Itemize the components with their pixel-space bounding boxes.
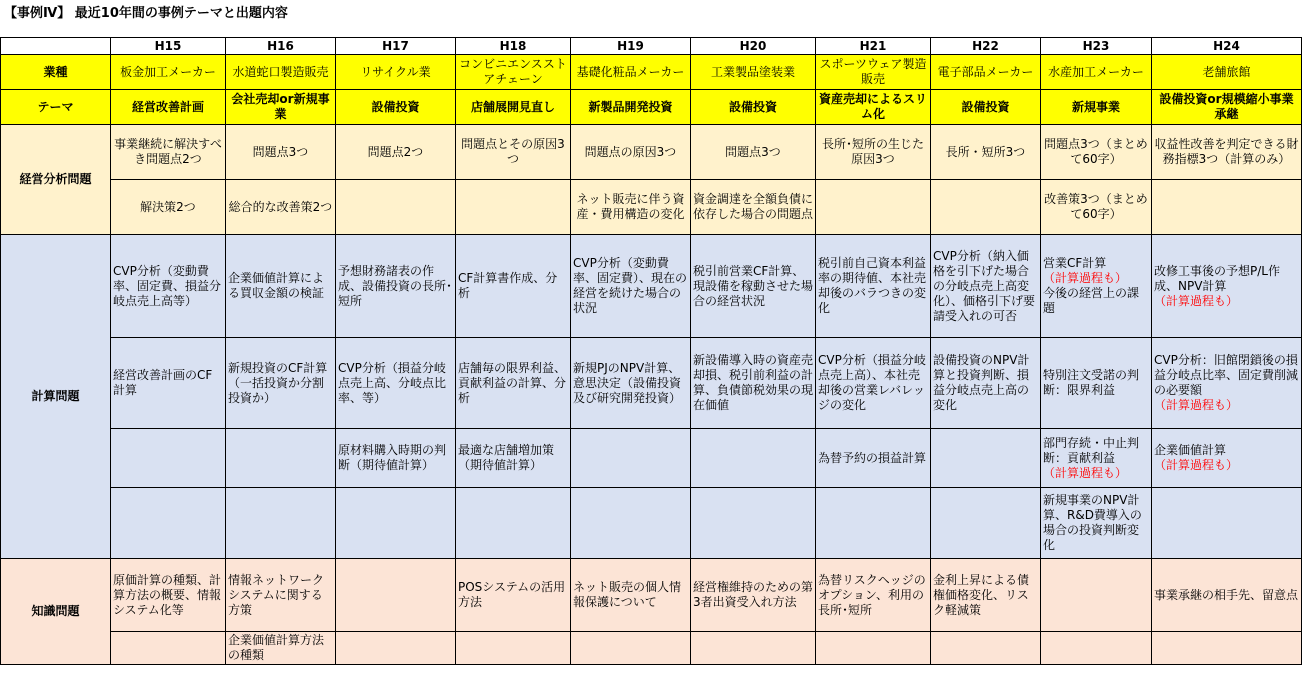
industry-cell: 電子部品メーカー xyxy=(931,55,1041,90)
table-body xyxy=(1,38,1302,665)
calc-cell xyxy=(1041,429,1152,488)
knowledge-cell: 為替リスクヘッジのオプション、利用の長所･短所 xyxy=(816,559,931,632)
calc-cell xyxy=(691,488,816,559)
calc-cell xyxy=(111,429,226,488)
calc-cell xyxy=(1152,488,1302,559)
analysis-cell: 長所･短所の生じた原因3つ xyxy=(816,125,931,180)
year-header: H16 xyxy=(226,38,336,55)
calc-text: CVP分析（損益分岐点売上高）、本社売却後の営業レバレッジの変化 xyxy=(818,353,926,412)
calc-cell xyxy=(931,235,1041,338)
theme-cell: 経営改善計画 xyxy=(111,90,226,125)
theme-cell: 設備投資 xyxy=(931,90,1041,125)
industry-cell: 水道蛇口製造販売 xyxy=(226,55,336,90)
calc-cell xyxy=(336,338,456,429)
knowledge-cell: 情報ネットワークシステムに関する方策 xyxy=(226,559,336,632)
knowledge-cell: 金利上昇による債権価格変化、リスク軽減策 xyxy=(931,559,1041,632)
row-label-knowledge: 知識問題 xyxy=(1,559,111,665)
calc-row xyxy=(1,488,1302,559)
calc-cell xyxy=(336,235,456,338)
knowledge-row xyxy=(1,559,1302,632)
year-header: H17 xyxy=(336,38,456,55)
analysis-cell: 資金調達を全額負債に依存した場合の問題点 xyxy=(691,180,816,235)
header-corner xyxy=(1,38,111,55)
calc-text: 企業価値計算 xyxy=(1154,443,1227,457)
calc-text: 為替予約の損益計算 xyxy=(818,450,927,465)
knowledge-cell xyxy=(111,632,226,665)
analysis-cell: 問題点とその原因3つ xyxy=(456,125,571,180)
calc-cell xyxy=(816,338,931,429)
analysis-cell xyxy=(816,180,931,235)
year-header: H19 xyxy=(571,38,691,55)
calc-cell xyxy=(336,488,456,559)
calc-cell xyxy=(571,338,691,429)
theme-cell: 新規事業 xyxy=(1041,90,1152,125)
calc-text: 店舗毎の限界利益、貢献利益の計算、分析 xyxy=(458,360,567,405)
calc-process-note: （計算過程も） xyxy=(1043,465,1128,480)
knowledge-cell xyxy=(456,632,571,665)
knowledge-cell: 事業承継の相手先、留意点 xyxy=(1152,559,1302,632)
theme-cell: 会社売却or新規事業 xyxy=(226,90,336,125)
page-title: 【事例Ⅳ】 最近10年間の事例テーマと出題内容 xyxy=(4,6,288,21)
analysis-cell xyxy=(931,180,1041,235)
calc-text: 営業CF計算 xyxy=(1043,256,1107,270)
analysis-cell xyxy=(336,180,456,235)
calc-cell xyxy=(1152,429,1302,488)
calc-cell xyxy=(1152,235,1302,338)
calc-cell xyxy=(226,488,336,559)
analysis-row xyxy=(1,180,1302,235)
industry-row xyxy=(1,55,1302,90)
calc-cell xyxy=(456,488,571,559)
theme-cell: 設備投資 xyxy=(336,90,456,125)
calc-text: 税引前営業CF計算、現設備を稼動させた場合の経営状況 xyxy=(693,263,814,308)
industry-cell: 老舗旅館 xyxy=(1152,55,1302,90)
analysis-cell xyxy=(456,180,571,235)
analysis-row xyxy=(1,125,1302,180)
industry-cell: スポーツウェア製造販売 xyxy=(816,55,931,90)
year-header: H22 xyxy=(931,38,1041,55)
calc-cell xyxy=(1041,488,1152,559)
calc-process-note: （計算過程も） xyxy=(1154,458,1239,472)
analysis-cell: 問題点2つ xyxy=(336,125,456,180)
calc-text: 改修工事後の予想P/L作成、NPV計算 xyxy=(1154,263,1280,293)
analysis-cell: 問題点の原因3つ xyxy=(571,125,691,180)
calc-cell xyxy=(111,488,226,559)
calc-cell xyxy=(816,429,931,488)
calc-cell xyxy=(226,338,336,429)
year-header: H20 xyxy=(691,38,816,55)
industry-cell: 板金加工メーカー xyxy=(111,55,226,90)
theme-row xyxy=(1,90,1302,125)
calc-text: 最適な店舗増加策（期待値計算） xyxy=(458,443,555,472)
analysis-cell: ネット販売に伴う資産・費用構造の変化 xyxy=(571,180,691,235)
knowledge-cell: ネット販売の個人情報保護について xyxy=(571,559,691,632)
industry-cell: リサイクル業 xyxy=(336,55,456,90)
calc-text: 設備投資のNPV計算と投資判断、損益分岐点売上高の変化 xyxy=(933,353,1030,412)
theme-cell: 新製品開発投資 xyxy=(571,90,691,125)
analysis-cell: 収益性改善を判定できる財務指標3つ（計算のみ） xyxy=(1152,125,1302,180)
calc-text: CVP分析（納入価格を引下げた場合の分岐点売上高変化）、価格引下げ要請受入れの可否 xyxy=(933,248,1036,323)
analysis-cell: 長所・短所3つ xyxy=(931,125,1041,180)
exam-theme-table xyxy=(0,37,1302,665)
knowledge-cell xyxy=(571,632,691,665)
calc-cell xyxy=(931,429,1041,488)
knowledge-cell xyxy=(336,559,456,632)
calc-text: 部門存続・中止判断：貢献利益 xyxy=(1043,435,1140,465)
knowledge-cell xyxy=(1152,632,1302,665)
calc-text: 特別注文受諾の判断：限界利益 xyxy=(1043,368,1140,397)
analysis-cell: 解決策2つ xyxy=(111,180,226,235)
industry-cell: コンビニエンスストアチェーン xyxy=(456,55,571,90)
knowledge-cell: POSシステムの活用方法 xyxy=(456,559,571,632)
theme-cell: 設備投資or規模縮小事業承継 xyxy=(1152,90,1302,125)
calc-text: 新規投資のCF計算（一括投資か分割投資か） xyxy=(228,360,328,405)
year-header: H15 xyxy=(111,38,226,55)
calc-cell xyxy=(816,488,931,559)
calc-row xyxy=(1,429,1302,488)
calc-text: CF計算書作成、分析 xyxy=(458,271,558,300)
calc-text: 新規PJのNPV計算、意思決定（設備投資及び研究開発投資） xyxy=(573,360,682,405)
analysis-cell: 事業継続に解決すべき問題点2つ xyxy=(111,125,226,180)
analysis-cell xyxy=(1152,180,1302,235)
analysis-cell: 問題点3つ（まとめて60字） xyxy=(1041,125,1152,180)
calc-cell xyxy=(931,488,1041,559)
knowledge-cell xyxy=(1041,632,1152,665)
calc-cell xyxy=(456,235,571,338)
industry-cell: 水産加工メーカー xyxy=(1041,55,1152,90)
calc-cell xyxy=(571,429,691,488)
theme-cell: 店舗展開見直し xyxy=(456,90,571,125)
analysis-cell: 問題点3つ xyxy=(691,125,816,180)
calc-text: 新規事業のNPV計算、R&D費導入の場合の投資判断変化 xyxy=(1043,493,1142,552)
industry-cell: 基礎化粧品メーカー xyxy=(571,55,691,90)
year-header: H23 xyxy=(1041,38,1152,55)
knowledge-cell xyxy=(336,632,456,665)
calc-text: 経営改善計画のCF計算 xyxy=(113,368,213,397)
calc-process-note: （計算過程も） xyxy=(1154,293,1239,308)
analysis-cell: 改善策3つ（まとめて60字） xyxy=(1041,180,1152,235)
knowledge-cell xyxy=(1041,559,1152,632)
calc-cell xyxy=(111,235,226,338)
calc-cell xyxy=(571,488,691,559)
industry-cell: 工業製品塗装業 xyxy=(691,55,816,90)
row-label-calc: 計算問題 xyxy=(1,235,111,559)
calc-text: 今後の経営上の課題 xyxy=(1043,286,1140,315)
calc-cell xyxy=(931,338,1041,429)
analysis-cell: 問題点3つ xyxy=(226,125,336,180)
calc-cell xyxy=(456,338,571,429)
knowledge-cell xyxy=(691,632,816,665)
calc-cell xyxy=(226,235,336,338)
calc-cell xyxy=(1152,338,1302,429)
calc-process-note: （計算過程も） xyxy=(1154,398,1239,412)
calc-cell xyxy=(571,235,691,338)
analysis-cell: 総合的な改善策2つ xyxy=(226,180,336,235)
calc-text: CVP分析：旧館閉鎖後の損益分岐点比率、固定費削減の必要額 xyxy=(1154,353,1299,397)
calc-cell xyxy=(111,338,226,429)
calc-cell xyxy=(456,429,571,488)
calc-text: 企業価値計算による買収金額の検証 xyxy=(228,271,325,300)
calc-cell xyxy=(336,429,456,488)
calc-cell xyxy=(1041,235,1152,338)
knowledge-cell xyxy=(816,632,931,665)
year-header: H18 xyxy=(456,38,571,55)
calc-text: CVP分析（変動費率、固定費、損益分岐点売上高等） xyxy=(113,263,222,308)
row-label-theme: テーマ xyxy=(1,90,111,125)
knowledge-cell: 経営権維持のための第3者出資受入れ方法 xyxy=(691,559,816,632)
calc-row xyxy=(1,235,1302,338)
calc-text: 原材料購入時期の判断（期待値計算） xyxy=(338,443,447,472)
calc-cell xyxy=(691,429,816,488)
knowledge-cell: 原価計算の種類、計算方法の概要、情報システム化等 xyxy=(111,559,226,632)
knowledge-row xyxy=(1,632,1302,665)
calc-text: 新設備導入時の資産売却損、税引前利益の計算、負債節税効果の現在価値 xyxy=(693,353,814,412)
row-label-industry: 業種 xyxy=(1,55,111,90)
calc-cell xyxy=(226,429,336,488)
calc-cell xyxy=(691,235,816,338)
calc-process-note: （計算過程も） xyxy=(1043,271,1128,285)
header-row xyxy=(1,38,1302,55)
calc-text: 税引前自己資本利益率の期待値、本社売却後のバラつきの変化 xyxy=(818,256,927,315)
year-header: H24 xyxy=(1152,38,1302,55)
knowledge-cell: 企業価値計算方法の種類 xyxy=(226,632,336,665)
theme-cell: 設備投資 xyxy=(691,90,816,125)
calc-text: CVP分析（損益分岐点売上高、分岐点比率、等） xyxy=(338,360,447,405)
calc-row xyxy=(1,338,1302,429)
calc-text: 予想財務諸表の作成、設備投資の長所･短所 xyxy=(338,263,453,308)
calc-cell xyxy=(691,338,816,429)
calc-cell xyxy=(816,235,931,338)
knowledge-cell xyxy=(931,632,1041,665)
year-header: H21 xyxy=(816,38,931,55)
theme-cell: 資産売却によるスリム化 xyxy=(816,90,931,125)
calc-text: CVP分析（変動費率、固定費）、現在の経営を続けた場合の状況 xyxy=(573,256,688,315)
calc-cell xyxy=(1041,338,1152,429)
row-label-analysis: 経営分析問題 xyxy=(1,125,111,235)
